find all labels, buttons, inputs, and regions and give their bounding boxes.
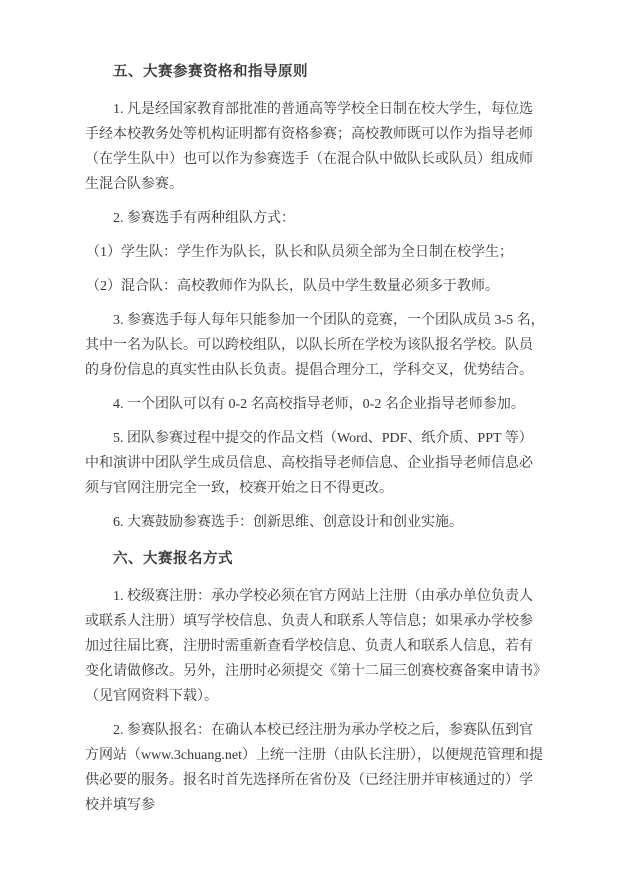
paragraph-encouragement: 6. 大赛鼓励参赛选手：创新思维、创意设计和创业实施。 (113, 515, 463, 530)
paragraph-team-formation-intro: 2. 参赛选手有两种组队方式： (113, 211, 295, 226)
paragraph-mixed-team: （2）混合队：高校教师作为队长，队员中学生数量必须多于教师。 (86, 279, 499, 294)
heading-registration-method: 六、大赛报名方式 (113, 551, 233, 567)
heading-eligibility-and-principles: 五、大赛参赛资格和指导原则 (113, 64, 308, 80)
paragraph-team-registration: 2. 参赛队报名：在确认本校已经注册为承办学校之后，参赛队伍到官方网站（www.3chuang.net）上统一注册（由队长注册），以便规范管理和提供必要的服务。报名时首先选择所在省份及（已经注册并审核通过的）学校并填写参 (85, 723, 543, 813)
paragraph-advisor-count: 4. 一个团队可以有 0-2 名高校指导老师，0-2 名企业指导老师参加。 (113, 397, 525, 412)
paragraph-student-team: （1）学生队：学生作为队长，队长和队员须全部为全日制在校学生； (86, 245, 513, 260)
paragraph-eligibility: 1. 凡是经国家教育部批准的普通高等学校全日制在校大学生，每位选手经本校教务处等机构证明都有资格参赛；高校教师既可以作为指导老师（在学生队中）也可以作为参赛选手（在混合队中做队长或队员）组成师生混合队参赛。 (85, 102, 533, 192)
paragraph-document-consistency: 5. 团队参赛过程中提交的作品文档（Word、PDF、纸介质、PPT 等）中和演讲中团队学生成员信息、高校指导老师信息、企业指导老师信息必须与官网注册完全一致，校赛开始之日不得更改。 (85, 431, 533, 496)
paragraph-school-registration: 1. 校级赛注册：承办学校必须在官方网站上注册（由承办单位负责人或联系人注册）填写学校信息、负责人和联系人等信息；如果承办学校参加过往届比赛，注册时需重新查看学校信息、负责人和联系人信息，若有变化请做修改。另外，注册时必须提交《第十二届三创赛校赛备案申请书》（见官网资料下载）。 (85, 589, 540, 704)
paragraph-team-size-rules: 3. 参赛选手每人每年只能参加一个团队的竞赛，一个团队成员 3-5 名，其中一名为队长。可以跨校组队，以队长所在学校为该队报名学校。队员的身份信息的真实性由队长负责。提倡合理分工，学科交叉，优势结合。 (85, 313, 545, 378)
